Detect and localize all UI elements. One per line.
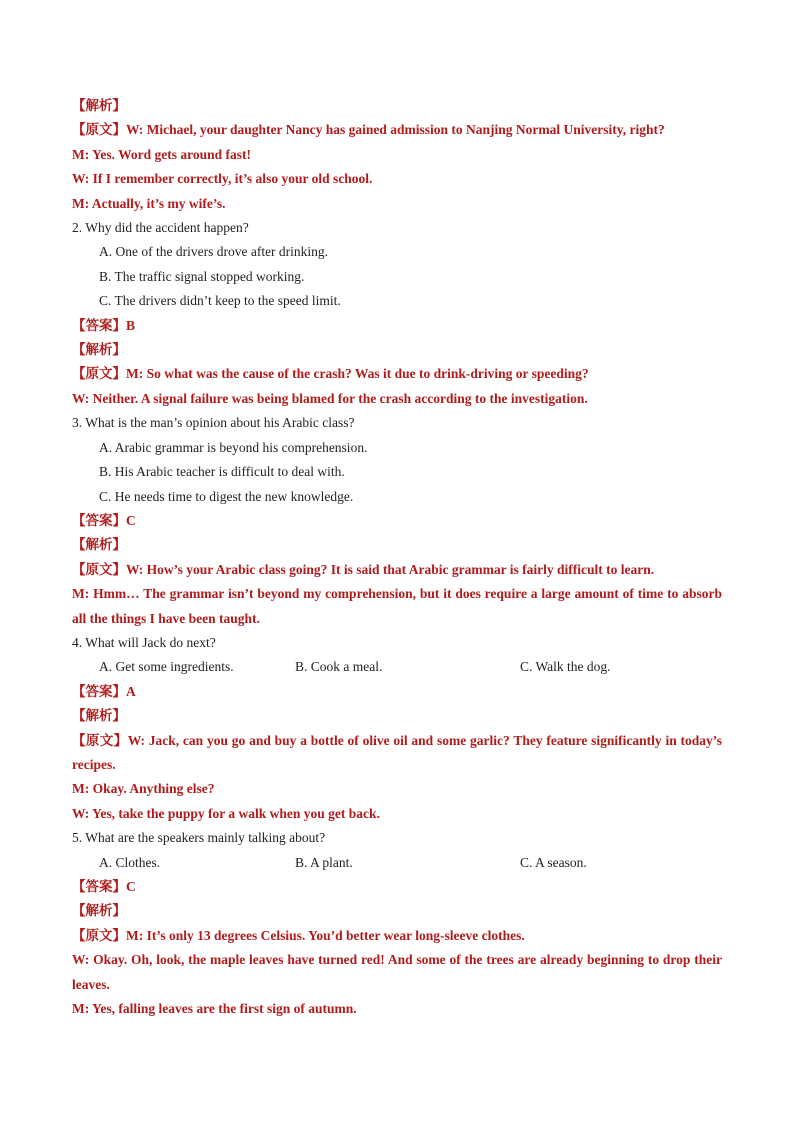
transcript-line: M: So what was the cause of the crash? Was it due to drink-driving or speeding? (126, 366, 589, 382)
question-2: 2. Why did the accident happen? (72, 220, 249, 236)
answer-label: 【答案】 (72, 317, 126, 333)
option-4a: A. Get some ingredients. (99, 659, 234, 675)
options-row-4 (72, 655, 722, 679)
transcript-line: M: It’s only 13 degrees Celsius. You’d better wear long-sleeve clothes. (126, 927, 525, 943)
transcript-q1 (72, 118, 722, 142)
question-4: 4. What will Jack do next? (72, 634, 216, 650)
transcript-label: 【原文】 (72, 122, 126, 138)
option-4b: B. Cook a meal. (295, 659, 383, 675)
analysis-label-q3: 【解析】 (72, 537, 126, 553)
answer-q3 (72, 509, 722, 533)
transcript-line: W: Yes, take the puppy for a walk when you get back. (72, 805, 380, 821)
option-2b: B. The traffic signal stopped working. (99, 268, 305, 284)
option-5b: B. A plant. (295, 854, 353, 870)
transcript-line: M: Yes, falling leaves are the first sign of autumn. (72, 1001, 357, 1016)
answer-q4 (72, 680, 722, 704)
option-2c: C. The drivers didn’t keep to the speed limit. (99, 293, 341, 309)
question-5: 5. What are the speakers mainly talking about? (72, 830, 326, 846)
analysis-label-q2: 【解析】 (72, 342, 126, 358)
analysis-label-q5: 【解析】 (72, 903, 126, 919)
answer-q5 (72, 875, 722, 899)
transcript-line: M: Yes. Word gets around fast! (72, 146, 252, 162)
answer-label: 【答案】 (72, 683, 126, 699)
transcript-line: M: Actually, it’s my wife’s. (72, 195, 226, 211)
option-2a: A. One of the drivers drove after drinking. (99, 244, 329, 260)
option-3a: A. Arabic grammar is beyond his comprehension. (99, 439, 368, 455)
answer-value: C (126, 512, 136, 528)
option-3b: B. His Arabic teacher is difficult to deal with. (99, 464, 345, 480)
options-row-5 (72, 851, 722, 875)
transcript-q5 (72, 924, 722, 948)
transcript-label: 【原文】 (72, 366, 126, 382)
analysis-label-q4: 【解析】 (72, 708, 126, 724)
question-3: 3. What is the man’s opinion about his Arabic class? (72, 415, 355, 431)
transcript-label: 【原文】 (72, 732, 128, 748)
transcript-line: W: Michael, your daughter Nancy has gained admission to Nanjing Normal University, right? (126, 122, 665, 138)
option-5c: C. A season. (520, 854, 587, 870)
transcript-line: W: Jack, can you go and buy a bottle of olive oil and some garlic? They feature significantly in today’s recipes. (72, 732, 723, 772)
content-column (72, 94, 722, 1021)
transcript-label: 【原文】 (72, 927, 126, 943)
analysis-label-q1: 【解析】 (72, 98, 126, 113)
transcript-line: W: Okay. Oh, look, the maple leaves have turned red! And some of the trees are already beginning to drop their leaves. (72, 952, 722, 992)
transcript-q2 (72, 362, 722, 386)
answer-label: 【答案】 (72, 878, 126, 894)
transcript-q3 (72, 558, 722, 582)
answer-value: A (126, 683, 136, 699)
transcript-line: M: Okay. Anything else? (72, 781, 215, 797)
transcript-line: W: Neither. A signal failure was being blamed for the crash according to the investigation. (72, 390, 588, 406)
answer-value: B (126, 317, 136, 333)
answer-label: 【答案】 (72, 512, 126, 528)
option-5a: A. Clothes. (99, 854, 161, 870)
transcript-label: 【原文】 (72, 561, 126, 577)
transcript-line: W: If I remember correctly, it’s also your old school. (72, 171, 373, 187)
answer-q2 (72, 314, 722, 338)
answer-value: C (126, 878, 136, 894)
transcript-q4 (72, 729, 722, 778)
option-4c: C. Walk the dog. (520, 659, 611, 675)
transcript-line: W: How’s your Arabic class going? It is said that Arabic grammar is fairly difficult to learn. (126, 561, 655, 577)
transcript-line: M: Hmm… The grammar isn’t beyond my comprehension, but it does require a large amount of time to absorb all the things I have been taught. (72, 586, 722, 626)
option-3c: C. He needs time to digest the new knowledge. (99, 488, 354, 504)
